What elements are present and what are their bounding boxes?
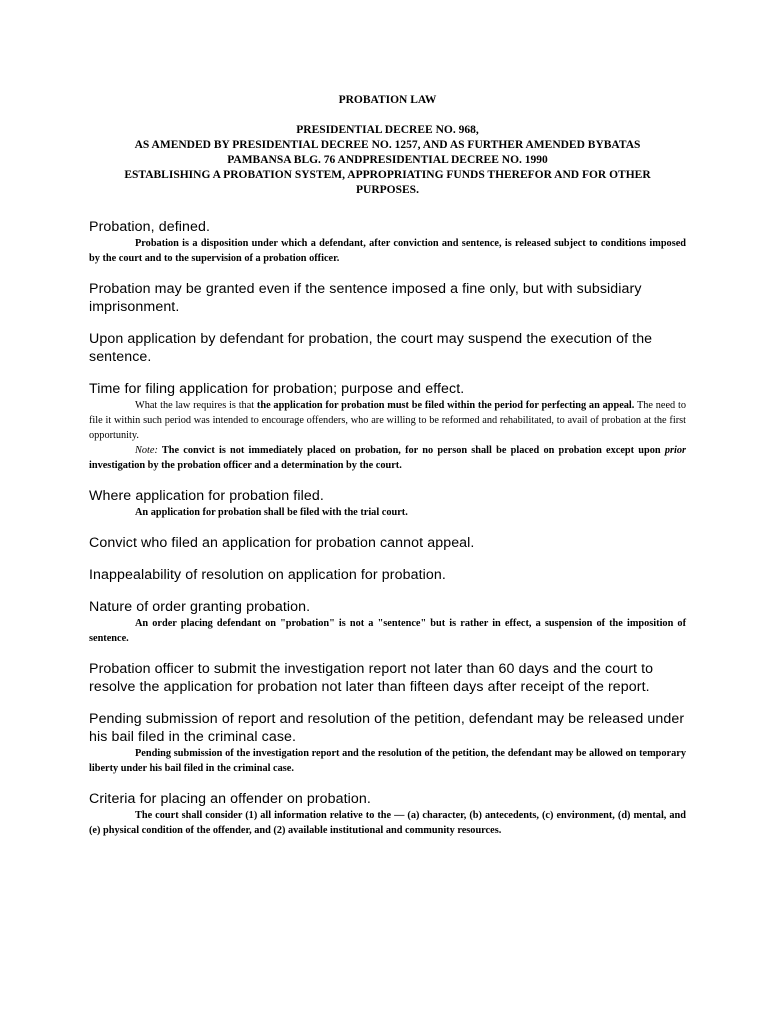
- section-cannot-appeal: [89, 534, 686, 552]
- section-heading: Convict who filed an application for probation cannot appeal.: [89, 535, 475, 551]
- section-body: Pending submission of the investigation report and the resolution of the petition, the defendant may be allowed on temporary liberty under his bail filed in the criminal case.: [89, 748, 686, 774]
- section-where-filed: [89, 487, 686, 520]
- subtitle-line: PAMBANSA BLG. 76 ANDPRESIDENTIAL DECREE NO. 1990: [227, 154, 548, 166]
- subtitle-line: PRESIDENTIAL DECREE NO. 968,: [296, 124, 479, 136]
- section-time-for-filing: [89, 380, 686, 473]
- section-heading: Time for filing application for probation; purpose and effect.: [89, 381, 465, 397]
- section-heading: Inappealability of resolution on application for probation.: [89, 567, 446, 583]
- section-heading: Pending submission of report and resolution of the petition, defendant may be released under his bail filed in the criminal case.: [89, 711, 685, 745]
- note-text: The convict is not immediately placed on probation, for no person shall be placed on probation except upon: [157, 445, 665, 456]
- section-pending-submission: [89, 710, 686, 776]
- note-label: Note:: [135, 445, 158, 456]
- section-heading: Probation may be granted even if the sentence imposed a fine only, but with subsidiary imprisonment.: [89, 281, 642, 315]
- note-emphasis: prior: [664, 445, 686, 456]
- section-nature-of-order: [89, 598, 686, 646]
- section-body: The court shall consider (1) all information relative to the — (a) character, (b) antecedents, (c) environment, (d) mental, and (e) physical condition of the offender, and (2) available institutional and community resources.: [89, 810, 686, 836]
- section-body: Probation is a disposition under which a defendant, after conviction and sentence, is released subject to conditions imposed by the court and to the supervision of a probation officer.: [89, 238, 686, 264]
- section-probation-defined: [89, 218, 686, 266]
- subtitle-line: PURPOSES.: [356, 184, 419, 196]
- subtitle-line: AS AMENDED BY PRESIDENTIAL DECREE NO. 1257, AND AS FURTHER AMENDED BYBATAS: [134, 139, 641, 151]
- section-criteria: [89, 790, 686, 838]
- section-heading: Probation officer to submit the investigation report not later than 60 days and the court to resolve the application for probation not later than fifteen days after receipt of the report.: [89, 661, 654, 695]
- body-text: The need to file it within such period was intended to encourage offenders, who are willing to be reformed and rehabilitated, to avail of probation at the first opportunity.: [89, 400, 686, 441]
- section-heading: Where application for probation filed.: [89, 488, 324, 504]
- body-text: What the law requires is that: [135, 400, 257, 411]
- note-text: investigation by the probation officer and a determination by the court.: [89, 460, 402, 471]
- subtitle-line: ESTABLISHING A PROBATION SYSTEM, APPROPRIATING FUNDS THEREFOR AND FOR OTHER: [124, 169, 651, 181]
- section-investigation-report: [89, 660, 686, 696]
- section-fine-only: [89, 280, 686, 316]
- section-body: [89, 398, 686, 443]
- document-title: PROBATION LAW: [338, 94, 437, 106]
- section-body: An order placing defendant on "probation" is not a "sentence" but is rather in effect, a suspension of the imposition of sentence.: [89, 618, 686, 644]
- section-heading: Criteria for placing an offender on probation.: [89, 791, 371, 807]
- emphasis-text: the application for probation must be filed within the period for perfecting an appeal.: [256, 400, 635, 411]
- note-paragraph: [89, 443, 686, 473]
- title-block: [83, 93, 692, 198]
- section-heading: Probation, defined.: [89, 219, 211, 235]
- section-heading: Nature of order granting probation.: [89, 599, 311, 615]
- section-heading: Upon application by defendant for probation, the court may suspend the execution of the sentence.: [89, 331, 653, 365]
- section-body: An application for probation shall be filed with the trial court.: [135, 507, 408, 518]
- section-inappealability: [89, 566, 686, 584]
- section-suspend-execution: [89, 330, 686, 366]
